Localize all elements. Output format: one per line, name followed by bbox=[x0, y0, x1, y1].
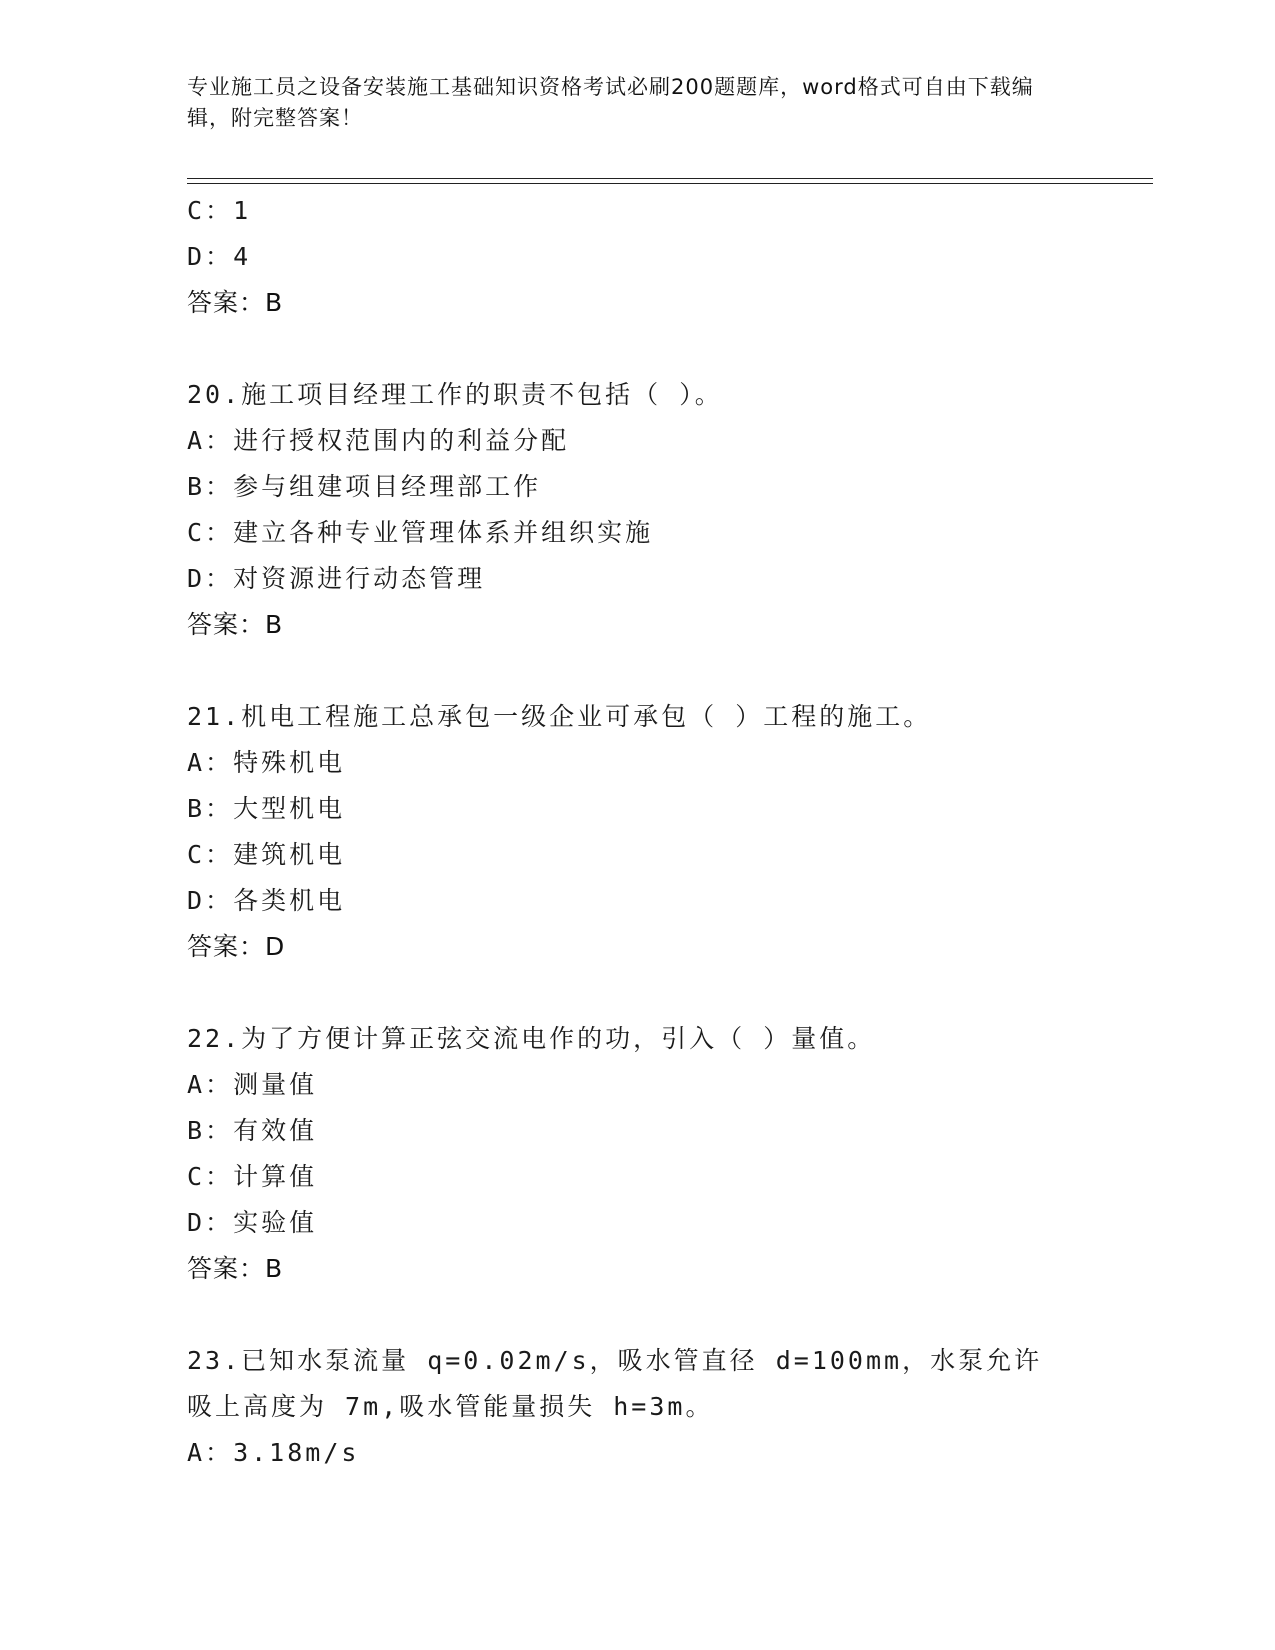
answer-line: 答案：B bbox=[187, 610, 284, 639]
option-row: D：对资源进行动态管理 bbox=[187, 564, 486, 593]
option-row: B：有效值 bbox=[187, 1116, 318, 1145]
question-stem: 23.已知水泵流量 q=0.02m/s，吸水管直径 d=100mm，水泵允许吸上高度为 7m,吸水管能量损失 h=3m。 bbox=[187, 1346, 1043, 1421]
option-row: C：计算值 bbox=[187, 1162, 318, 1191]
question-stem: 21.机电工程施工总承包一级企业可承包（ ）工程的施工。 bbox=[187, 702, 932, 731]
option-row: B：大型机电 bbox=[187, 794, 346, 823]
document-body bbox=[187, 188, 1067, 1476]
answer-line: 答案：B bbox=[187, 1254, 284, 1283]
option-row: C：建立各种专业管理体系并组织实施 bbox=[187, 518, 654, 547]
option-row: B：参与组建项目经理部工作 bbox=[187, 472, 542, 501]
option-row: D：4 bbox=[187, 242, 252, 271]
option-row: A：测量值 bbox=[187, 1070, 318, 1099]
option-row: D：实验值 bbox=[187, 1208, 318, 1237]
header-rule-bottom bbox=[187, 183, 1153, 184]
option-row: C：建筑机电 bbox=[187, 840, 346, 869]
question-stem: 20.施工项目经理工作的职责不包括（ ）。 bbox=[187, 380, 723, 409]
option-row: D：各类机电 bbox=[187, 886, 346, 915]
answer-line: 答案：B bbox=[187, 288, 284, 317]
option-row: A：进行授权范围内的利益分配 bbox=[187, 426, 570, 455]
question-stem: 22.为了方便计算正弦交流电作的功，引入（ ）量值。 bbox=[187, 1024, 876, 1053]
document-header bbox=[187, 72, 1067, 134]
option-row: C：1 bbox=[187, 196, 252, 225]
document-title: 专业施工员之设备安装施工基础知识资格考试必刷200题题库，word格式可自由下载编辑，附完整答案！ bbox=[187, 75, 1034, 130]
header-rule-top bbox=[187, 178, 1153, 179]
option-row: A：特殊机电 bbox=[187, 748, 346, 777]
option-row: A：3.18m/s bbox=[187, 1438, 360, 1467]
answer-line: 答案：D bbox=[187, 932, 286, 961]
